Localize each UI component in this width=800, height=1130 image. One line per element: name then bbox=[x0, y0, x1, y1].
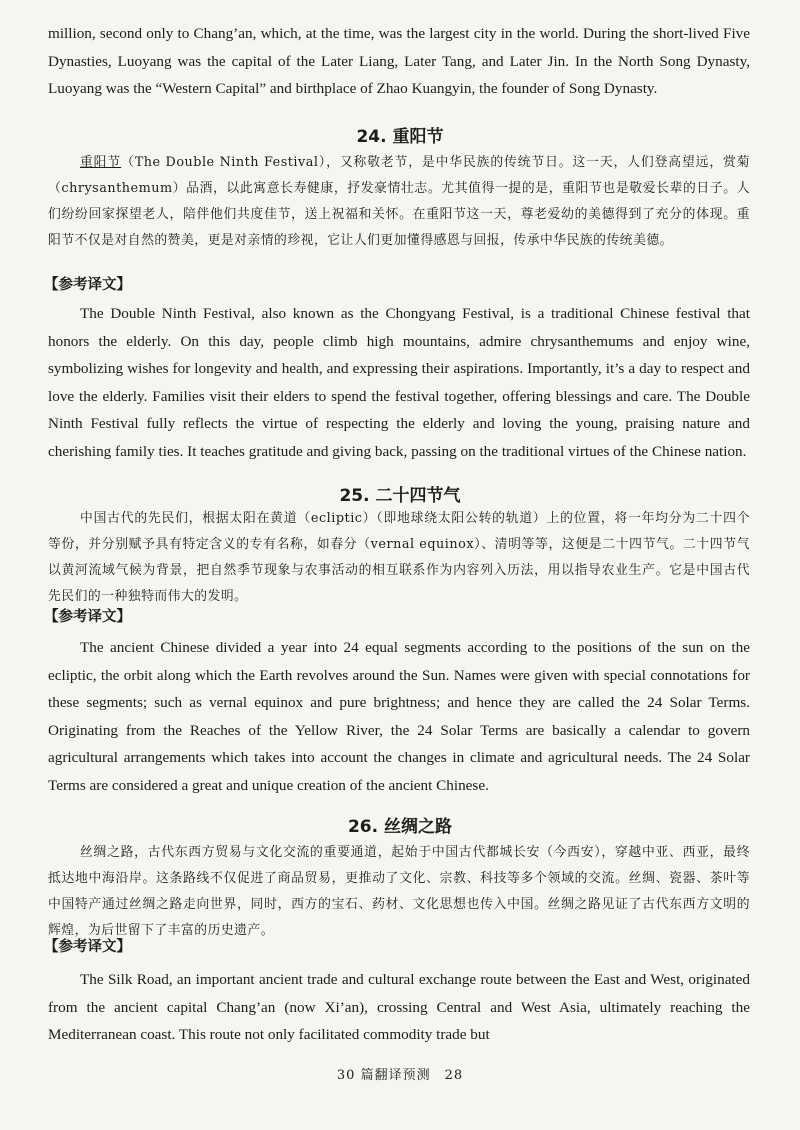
english-translation-26: The Silk Road, an important ancient trade and cultural exchange route between the East and West, originated from the ancient capital Chang’an (now Xi’an), crossing Central and West Asia, ultimately reaching the Mediterranean coast. This route not only facilitated commodity trade but bbox=[48, 971, 750, 1043]
english-translation-24: The Double Ninth Festival, also known as the Chongyang Festival, is a traditional Chinese festival that honors the elderly. On this day, people climb high mountains, admire chrysanthemums and enjoy wine, symbolizing wishes for longevity and health, and expressing their aspirations. Importantly, it’s a day to respect and love the elderly. Families visit their elders to spend the festival together, offering blessings and care. The Double Ninth Festival fully reflects the virtue of respecting the elderly and loving the young, praising nature and cherishing family ties. It teaches gratitude and giving back, passing on the traditional virtues of the Chinese nation. bbox=[48, 305, 750, 460]
chinese-passage-24 bbox=[48, 150, 750, 254]
section-heading-24: 24. 重阳节 bbox=[356, 127, 444, 147]
reference-translation-label: 【参考译文】 bbox=[44, 609, 131, 625]
section-heading-26: 26. 丝绸之路 bbox=[347, 817, 453, 837]
chinese-passage-26: 丝绸之路，古代东西方贸易与文化交流的重要通道，起始于中国古代都城长安（今西安），穿越中亚、西亚，最终抵达地中海沿岸。这条路线不仅促进了商品贸易，更推动了文化、宗教、科技等多个领域的交流。丝绸、瓷器、茶叶等中国特产通过丝绸之路走向世界，同时，西方的宝石、药材、文化思想也传入中国。丝绸之路见证了古代东西方文明的辉煌，为后世留下了丰富的历史遗产。 bbox=[48, 845, 750, 938]
reference-translation-label: 【参考译文】 bbox=[44, 277, 131, 293]
section-heading-25: 25. 二十四节气 bbox=[339, 486, 461, 506]
chinese-passage-24-text: （The Double Ninth Festival），又称敬老节，是中华民族的传统节日。这一天，人们登高望远，赏菊（chrysanthemum）品酒，以此寓意长寿健康，抒发豪情壮志。尤其值得一提的是，重阳节也是敬爱长辈的日子。人们纷纷回家探望老人，陪伴他们共度佳节，送上祝福和关怀。在重阳节这一天，尊老爱幼的美德得到了充分的体现。重阳节不仅是对自然的赞美，更是对亲情的珍视，它让人们更加懂得感恩与回报，传承中华民族的传统美德。 bbox=[48, 155, 751, 248]
chinese-passage-25: 中国古代的先民们，根据太阳在黄道（ecliptic）（即地球绕太阳公转的轨道）上的位置，将一年均分为二十四个等份，并分别赋予具有特定含义的专有名称，如春分（vernal equinox）、清明等等，这便是二十四节气。二十四节气以黄河流域气候为背景，把自然季节现象与农事活动的相互联系作为内容列入历法，用以指导农业生产。它是中国古代先民们的一种独特而伟大的发明。 bbox=[48, 511, 750, 604]
english-translation-25: The ancient Chinese divided a year into 24 equal segments according to the positions of the sun on the ecliptic, the orbit along which the Earth revolves around the Sun. Names were given with special connotations for these segments; such as vernal equinox and pure brightness; and hence they are called the 24 Solar Terms. Originating from the Reaches of the Yellow River, the 24 Solar Terms are basically a calendar to govern agricultural arrangements which takes into account the changes in climate and agricultural needs. The 24 Solar Terms are considered a great and unique creation of the ancient Chinese. bbox=[48, 639, 750, 794]
continued-paragraph: million, second only to Chang’an, which, at the time, was the largest city in the world. During the short-lived Five Dynasties, Luoyang was the capital of the Later Liang, Later Tang, and Later Jin. In the North Song Dynasty, Luoyang was the “Western Capital” and birthplace of Zhao Kuangyin, the founder of Song Dynasty. bbox=[48, 25, 750, 97]
underlined-term: 重阳节 bbox=[80, 155, 122, 170]
reference-translation-label: 【参考译文】 bbox=[44, 939, 131, 955]
page-footer: 30 篇翻译预测 28 bbox=[336, 1068, 464, 1083]
